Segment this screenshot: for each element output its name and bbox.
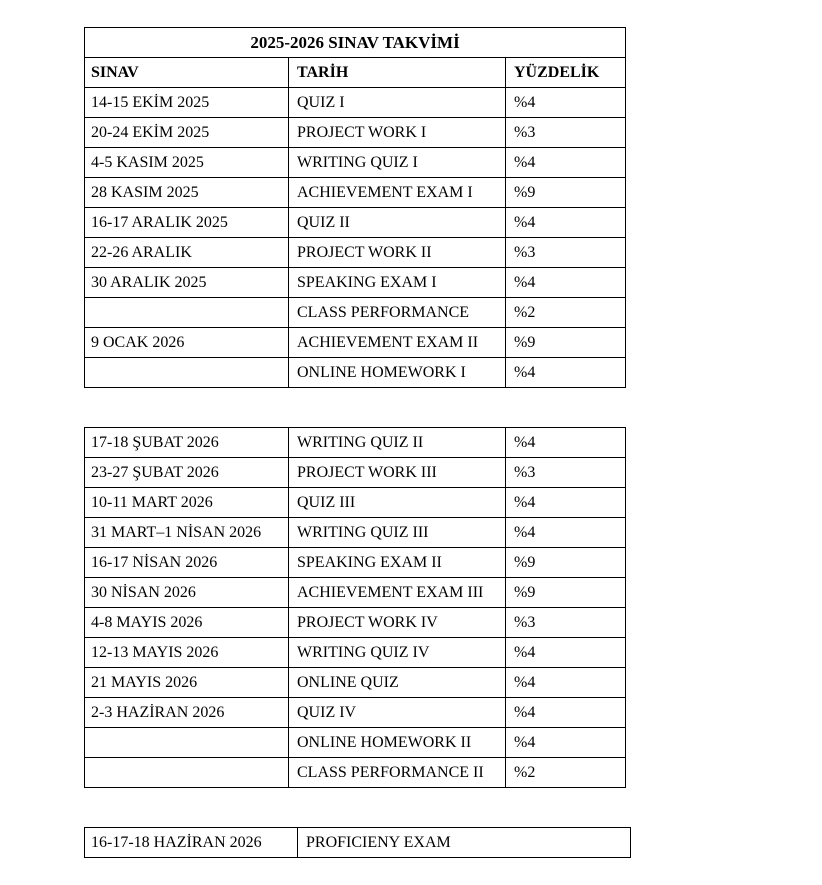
exam-percentage-cell: %2 [506,758,626,788]
exam-name-cell: ACHIEVEMENT EXAM III [289,578,506,608]
column-header-yuzdelik: YÜZDELİK [506,58,626,88]
exam-name-cell: ONLINE QUIZ [289,668,506,698]
exam-name-cell: QUIZ IV [289,698,506,728]
exam-name-cell: PROFICIENY EXAM [298,828,631,858]
exam-percentage-cell: %3 [506,458,626,488]
exam-percentage-cell: %4 [506,518,626,548]
exam-date-cell: 31 MART–1 NİSAN 2026 [85,518,289,548]
exam-date-cell: 30 ARALIK 2025 [85,268,289,298]
exam-name-cell: PROJECT WORK III [289,458,506,488]
exam-row [85,458,626,488]
exam-row [85,518,626,548]
exam-row [85,728,626,758]
exam-row [85,608,626,638]
exam-date-cell: 20-24 EKİM 2025 [85,118,289,148]
exam-row [85,178,626,208]
exam-name-cell: PROJECT WORK I [289,118,506,148]
exam-table-spring-term [84,427,626,788]
exam-date-cell: 10-11 MART 2026 [85,488,289,518]
exam-row [85,88,626,118]
exam-name-cell: PROJECT WORK II [289,238,506,268]
exam-percentage-cell: %4 [506,638,626,668]
exam-percentage-cell: %9 [506,328,626,358]
exam-row [85,238,626,268]
exam-date-cell: 16-17 ARALIK 2025 [85,208,289,238]
exam-date-cell: 16-17-18 HAZİRAN 2026 [85,828,298,858]
exam-date-cell: 14-15 EKİM 2025 [85,88,289,118]
exam-percentage-cell: %4 [506,668,626,698]
exam-date-cell: 4-8 MAYIS 2026 [85,608,289,638]
column-header-row [85,58,626,88]
exam-percentage-cell: %3 [506,608,626,638]
exam-date-cell: 28 KASIM 2025 [85,178,289,208]
calendar-title-row [85,28,626,58]
calendar-title: 2025-2026 SINAV TAKVİMİ [85,28,626,58]
exam-date-cell [85,358,289,388]
exam-name-cell: CLASS PERFORMANCE [289,298,506,328]
exam-row [85,548,626,578]
exam-date-cell: 17-18 ŞUBAT 2026 [85,428,289,458]
exam-name-cell: CLASS PERFORMANCE II [289,758,506,788]
exam-name-cell: ACHIEVEMENT EXAM I [289,178,506,208]
exam-row [85,328,626,358]
exam-name-cell: WRITING QUIZ III [289,518,506,548]
exam-row [85,428,626,458]
exam-percentage-cell: %3 [506,238,626,268]
exam-row [85,268,626,298]
exam-date-cell: 23-27 ŞUBAT 2026 [85,458,289,488]
exam-percentage-cell: %4 [506,358,626,388]
exam-name-cell: ACHIEVEMENT EXAM II [289,328,506,358]
exam-percentage-cell: %9 [506,548,626,578]
exam-date-cell [85,728,289,758]
exam-name-cell: WRITING QUIZ IV [289,638,506,668]
exam-name-cell: WRITING QUIZ I [289,148,506,178]
exam-percentage-cell: %4 [506,268,626,298]
exam-name-cell: QUIZ I [289,88,506,118]
exam-name-cell: ONLINE HOMEWORK I [289,358,506,388]
exam-percentage-cell: %4 [506,428,626,458]
exam-date-cell [85,758,289,788]
exam-percentage-cell: %4 [506,208,626,238]
exam-percentage-cell: %2 [506,298,626,328]
exam-date-cell [85,298,289,328]
exam-percentage-cell: %4 [506,148,626,178]
exam-date-cell: 12-13 MAYIS 2026 [85,638,289,668]
exam-percentage-cell: %9 [506,178,626,208]
exam-date-cell: 30 NİSAN 2026 [85,578,289,608]
exam-row [85,118,626,148]
exam-date-cell: 9 OCAK 2026 [85,328,289,358]
exam-date-cell: 4-5 KASIM 2025 [85,148,289,178]
exam-row [85,208,626,238]
exam-name-cell: QUIZ III [289,488,506,518]
exam-table-proficiency [84,827,631,858]
exam-row [85,148,626,178]
column-header-tarih: TARİH [289,58,506,88]
exam-row [85,298,626,328]
exam-date-cell: 2-3 HAZİRAN 2026 [85,698,289,728]
exam-name-cell: PROJECT WORK IV [289,608,506,638]
exam-row [85,578,626,608]
column-header-sinav: SINAV [85,58,289,88]
exam-percentage-cell: %4 [506,698,626,728]
exam-row [85,668,626,698]
exam-date-cell: 21 MAYIS 2026 [85,668,289,698]
exam-percentage-cell: %4 [506,488,626,518]
exam-row [85,488,626,518]
exam-row [85,638,626,668]
exam-date-cell: 16-17 NİSAN 2026 [85,548,289,578]
exam-table-fall-term [84,27,626,388]
exam-name-cell: SPEAKING EXAM I [289,268,506,298]
exam-name-cell: SPEAKING EXAM II [289,548,506,578]
exam-name-cell: ONLINE HOMEWORK II [289,728,506,758]
exam-row [85,828,631,858]
exam-percentage-cell: %4 [506,728,626,758]
exam-row [85,358,626,388]
exam-row [85,758,626,788]
exam-percentage-cell: %3 [506,118,626,148]
exam-name-cell: WRITING QUIZ II [289,428,506,458]
exam-name-cell: QUIZ II [289,208,506,238]
exam-date-cell: 22-26 ARALIK [85,238,289,268]
exam-row [85,698,626,728]
exam-percentage-cell: %4 [506,88,626,118]
exam-percentage-cell: %9 [506,578,626,608]
